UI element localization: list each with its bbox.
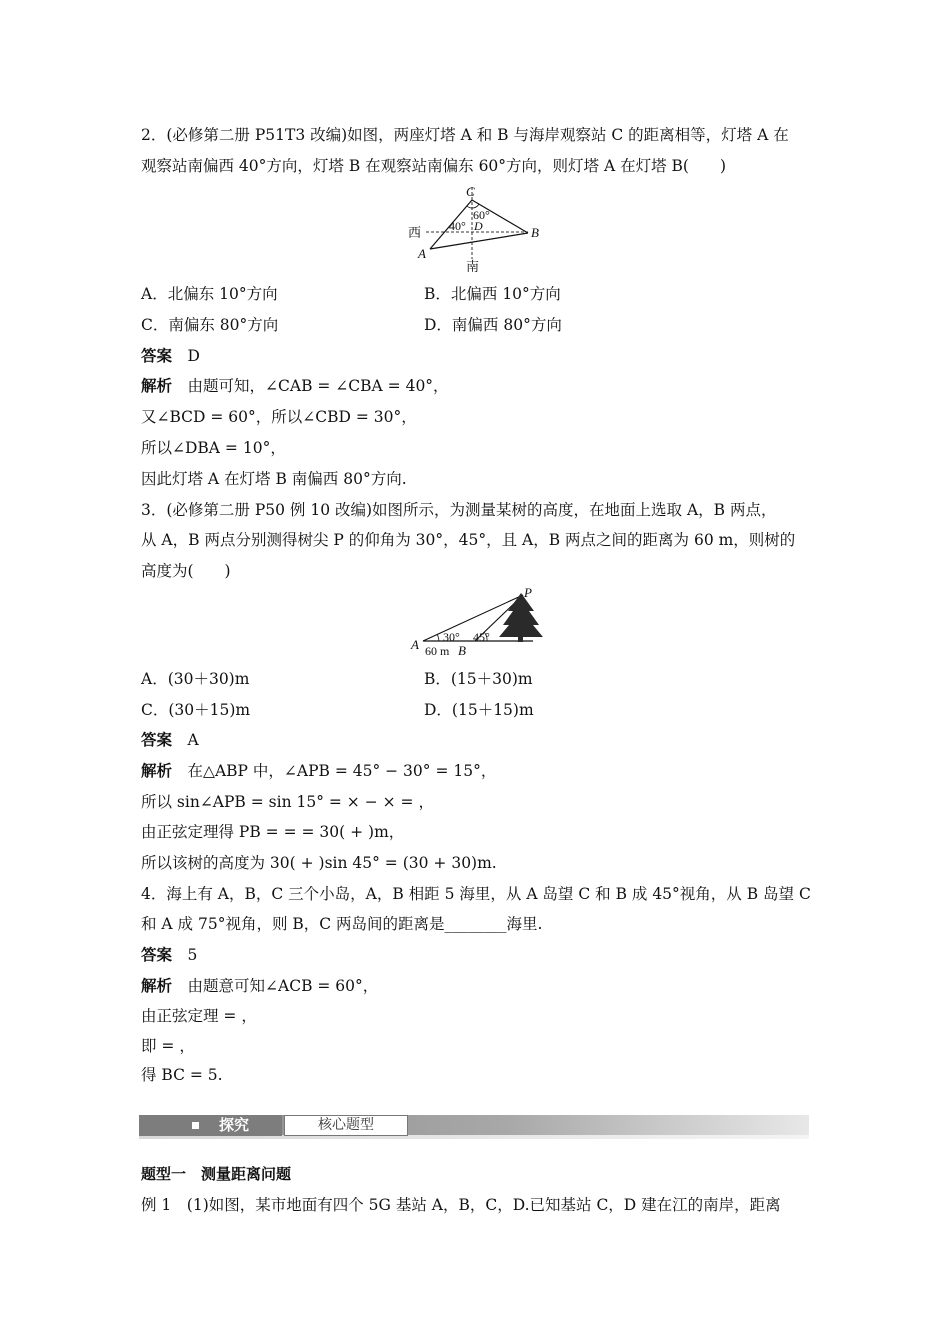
q3-option-c: C．(30＋15)m	[141, 701, 251, 719]
q4-analysis-line1	[141, 976, 378, 996]
q2-stem-line2: 观察站南偏西 40°方向，灯塔 B 在观察站南偏东 60°方向，则灯塔 A 在灯塔 B( )	[141, 157, 727, 175]
q2-option-a: A．北偏东 10°方向	[141, 285, 278, 303]
q2-analysis-line3: 所以∠DBA = 10°，	[141, 439, 286, 457]
q3-option-d: D．(15＋15)m	[424, 701, 534, 719]
q3-analysis-line4: 所以该树的高度为 30( + )sin 45° = (30 + 30)m.	[141, 854, 497, 872]
q3-option-a: A．(30＋30)m	[141, 670, 250, 688]
q4-analysis-text1: 由题意可知∠ACB = 60°，	[187, 977, 379, 995]
q4-answer-label: 答案	[141, 945, 173, 964]
q3-answer-label: 答案	[141, 730, 173, 749]
q2-fig-label-A: A	[418, 246, 426, 261]
q3-stem-line2: 从 A，B 两点分别测得树尖 P 的仰角为 30°，45°，且 A，B 两点之间的距离为 60 m，则树的	[141, 531, 796, 549]
q3-fig-tree-canopy	[499, 593, 543, 637]
q3-answer	[141, 730, 199, 750]
q2-fig-label-C: C	[466, 184, 475, 199]
q2-fig-arc-40	[467, 206, 472, 208]
q3-fig-label-P: P	[524, 585, 532, 600]
example-1-line1: 例 1 (1)如图，某市地面有四个 5G 基站 A，B，C，D.已知基站 C，D 建在江的南岸，距离	[141, 1196, 781, 1214]
q3-fig-label-60m: 60 m	[425, 644, 450, 658]
q3-analysis-line1	[141, 761, 496, 781]
q3-analysis-text1: 在△ABP 中，∠APB = 45° − 30° = 15°，	[187, 762, 497, 780]
q2-option-b: B．北偏西 10°方向	[424, 285, 561, 303]
banner-tag-explore-label: 探究	[219, 1116, 250, 1134]
q3-option-b: B．(15＋30)m	[424, 670, 533, 688]
q2-option-c: C．南偏东 80°方向	[141, 316, 279, 334]
q3-fig-label-45: 45°	[473, 630, 490, 644]
q4-analysis-line2: 由正弦定理 = ，	[141, 1007, 257, 1025]
q3-fig-tree	[499, 593, 543, 642]
q2-fig-label-D: D	[474, 219, 483, 233]
q3-answer-value: A	[187, 731, 199, 749]
q3-fig-label-B: B	[458, 643, 466, 658]
q2-option-d: D．南偏西 80°方向	[424, 316, 562, 334]
q2-answer-label: 答案	[141, 346, 173, 365]
q2-fig-label-B: B	[531, 225, 539, 240]
q4-stem-line1: 4．海上有 A，B，C 三个小岛，A，B 相距 5 海里，从 A 岛望 C 和 B 成 45°视角，从 B 岛望 C	[141, 885, 811, 903]
q2-figure	[400, 183, 560, 275]
q3-fig-label-A: A	[411, 637, 419, 652]
q3-analysis-label: 解析	[141, 761, 173, 780]
q4-stem-line2: 和 A 成 75°视角，则 B，C 两岛间的距离是________海里.	[141, 915, 543, 933]
q4-answer	[141, 945, 197, 965]
q4-analysis-label: 解析	[141, 976, 173, 995]
q2-analysis-line1	[141, 376, 449, 396]
q4-analysis-line4: 得 BC = 5.	[141, 1066, 223, 1084]
q3-fig-label-30: 30°	[443, 630, 460, 644]
q2-fig-label-60: 60°	[473, 208, 490, 222]
q2-analysis-line2: 又∠BCD = 60°，所以∠CBD = 30°，	[141, 408, 417, 426]
q4-analysis-line3: 即 = ，	[141, 1037, 195, 1055]
banner-tag-core: 核心题型	[284, 1115, 408, 1136]
q3-figure	[405, 585, 550, 660]
q2-fig-label-40: 40°	[449, 219, 466, 233]
q3-stem-line3: 高度为( )	[141, 562, 231, 580]
q4-answer-value: 5	[187, 946, 198, 964]
q3-analysis-line3: 由正弦定理得 PB = = = 30( + )m，	[141, 823, 405, 841]
q2-stem-line1: 2．(必修第二册 P51T3 改编)如图，两座灯塔 A 和 B 与海岸观察站 C 的距离相等，灯塔 A 在	[141, 126, 789, 144]
q3-stem-line1: 3．(必修第二册 P50 例 10 改编)如图所示，为测量某树的高度，在地面上选取 A，B 两点，	[141, 501, 777, 519]
q3-fig-tree-trunk	[518, 635, 523, 642]
banner-tag-explore	[139, 1115, 282, 1136]
q2-analysis-label: 解析	[141, 376, 173, 395]
square-bullet-icon	[192, 1122, 199, 1129]
q2-answer-value: D	[187, 347, 200, 365]
q2-answer	[141, 346, 200, 366]
q2-fig-label-west: 西	[408, 225, 422, 240]
q2-analysis-text1: 由题可知，∠CAB = ∠CBA = 40°，	[187, 377, 449, 395]
q3-analysis-line2: 所以 sin∠APB = sin 15° = × − × = ，	[141, 793, 434, 811]
section-title: 题型一 测量距离问题	[141, 1165, 292, 1183]
q2-fig-label-south: 南	[466, 259, 480, 274]
q2-analysis-line4: 因此灯塔 A 在灯塔 B 南偏西 80°方向.	[141, 470, 407, 488]
q2-fig-line-AB	[430, 233, 528, 249]
section-banner	[139, 1115, 809, 1141]
q3-fig-arc-30	[437, 634, 439, 641]
